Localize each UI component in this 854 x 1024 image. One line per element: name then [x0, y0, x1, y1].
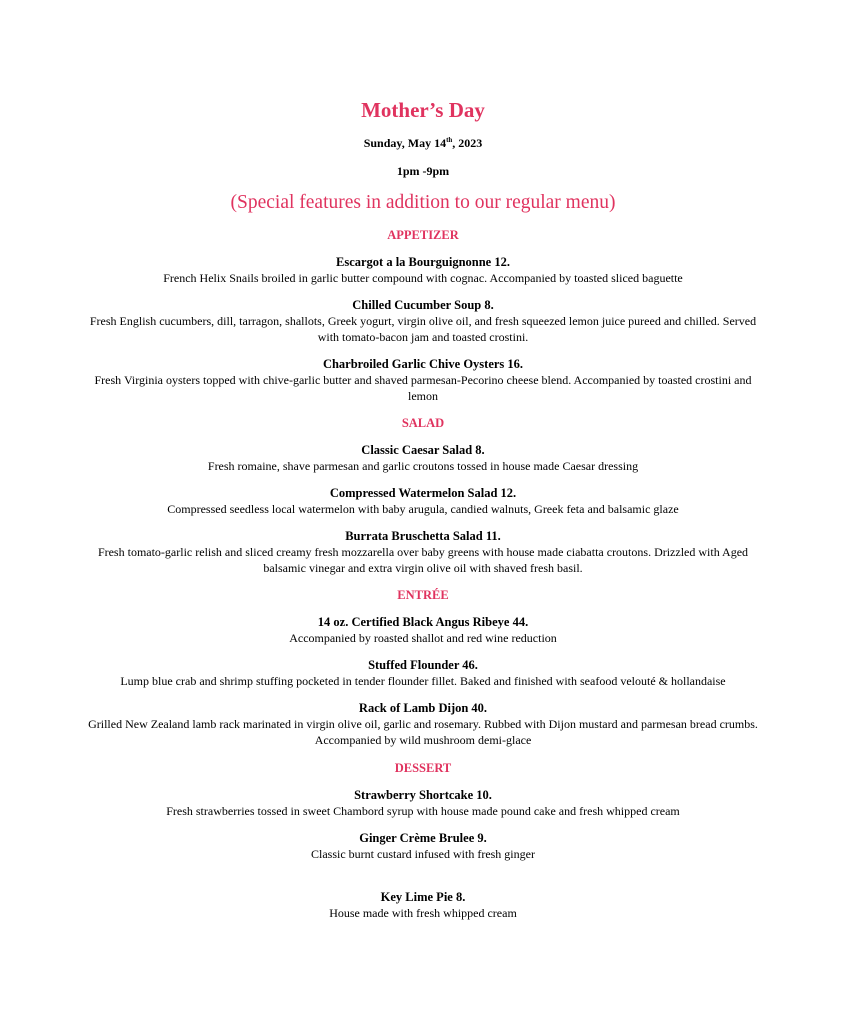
section-heading-dessert: DESSERT — [394, 761, 452, 775]
menu-item-description: Fresh romaine, shave parmesan and garlic croutons tossed in house made Caesar dressing — [207, 459, 639, 473]
menu-item-name: Ginger Crème Brulee 9. — [359, 831, 487, 845]
page-title: Mother’s Day — [361, 98, 485, 122]
menu-item-name: Chilled Cucumber Soup 8. — [352, 298, 494, 312]
event-date-ordinal: th — [446, 136, 453, 144]
menu-item-description: Fresh strawberries tossed in sweet Chambord syrup with house made pound cake and fresh whipped cream — [166, 804, 680, 818]
menu-item-description: Accompanied by roasted shallot and red wine reduction — [289, 631, 557, 645]
section-heading-appetizer: APPETIZER — [387, 228, 459, 242]
menu-item-name: Strawberry Shortcake 10. — [354, 788, 492, 802]
section-heading-salad: SALAD — [401, 416, 445, 430]
event-date-day: Sunday, May 14 — [363, 136, 447, 150]
event-date — [80, 135, 766, 151]
menu-item-description: Fresh Virginia oysters topped with chive-garlic butter and shaved parmesan-Pecorino cheese blend. Accompanied by toasted crostini and lemon — [94, 373, 752, 403]
menu-item-description: Compressed seedless local watermelon with baby arugula, candied walnuts, Greek feta and balsamic glaze — [167, 502, 679, 516]
page-subtitle: (Special features in addition to our regular menu) — [230, 192, 616, 213]
menu-item-description: French Helix Snails broiled in garlic butter compound with cognac. Accompanied by toasted sliced baguette — [163, 271, 683, 285]
menu-item-name: Classic Caesar Salad 8. — [361, 443, 485, 457]
event-date-year: , 2023 — [452, 136, 483, 150]
menu-item-description: Grilled New Zealand lamb rack marinated in virgin olive oil, garlic and rosemary. Rubbed with Dijon mustard and parmesan bread crumbs. Accompanied by wild mushroom demi-glace — [88, 717, 758, 747]
menu-item-name: Stuffed Flounder 46. — [368, 658, 478, 672]
section-heading-entree: ENTRÉE — [397, 588, 449, 602]
menu-item-description: Fresh tomato-garlic relish and sliced creamy fresh mozzarella over baby greens with house made ciabatta croutons. Drizzled with Aged balsamic vinegar and extra virgin olive oil with shaved fresh basil. — [97, 545, 749, 575]
menu-item-description: Classic burnt custard infused with fresh ginger — [311, 847, 535, 861]
menu-item-description: House made with fresh whipped cream — [329, 906, 517, 920]
menu-item-description: Lump blue crab and shrimp stuffing pocketed in tender flounder fillet. Baked and finished with seafood velouté & hollandaise — [120, 674, 726, 688]
menu-item-name: Rack of Lamb Dijon 40. — [358, 701, 488, 715]
menu-item-name: Charbroiled Garlic Chive Oysters 16. — [322, 357, 524, 371]
menu-item-name: Burrata Bruschetta Salad 11. — [345, 529, 501, 543]
menu-item-description: Fresh English cucumbers, dill, tarragon, shallots, Greek yogurt, virgin olive oil, and fresh squeezed lemon juice pureed and chilled. Served with tomato-bacon jam and toasted crostini. — [89, 314, 757, 344]
event-time: 1pm -9pm — [396, 164, 450, 178]
menu-item-name: Key Lime Pie 8. — [380, 890, 466, 904]
menu-item-name: Escargot a la Bourguignonne 12. — [336, 255, 510, 269]
menu-item-name: 14 oz. Certified Black Angus Ribeye 44. — [317, 615, 529, 629]
menu-item-name: Compressed Watermelon Salad 12. — [329, 486, 517, 500]
